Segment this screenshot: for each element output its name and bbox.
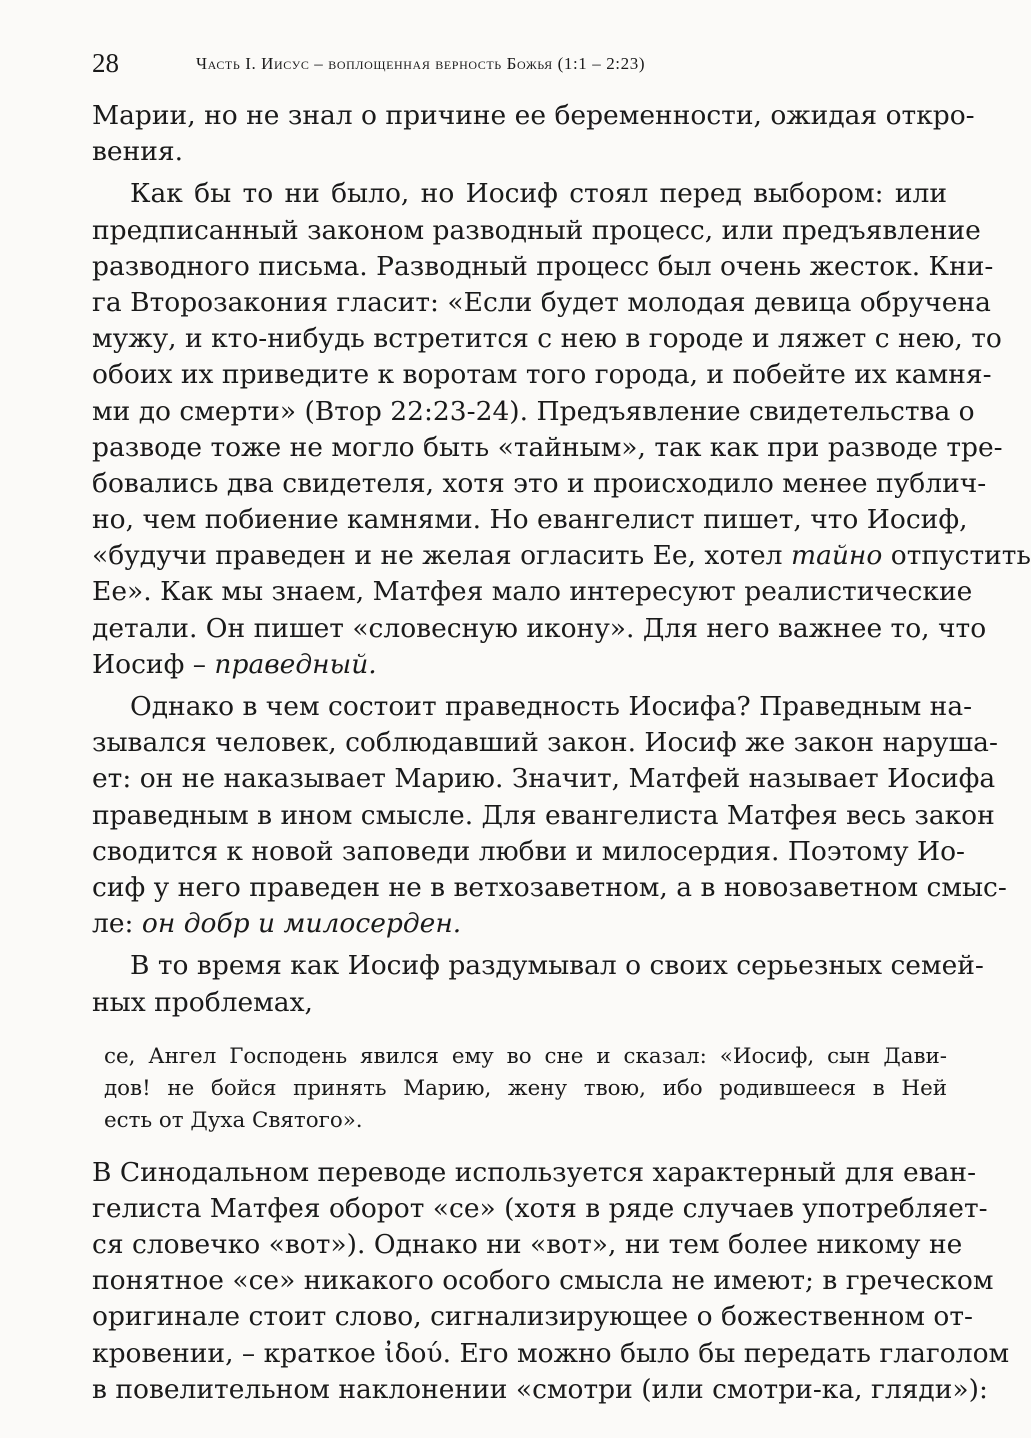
text-line: в повелительном наклонении «смотри (или смотри-ка, гляди»): (92, 1373, 988, 1405)
text-line: гелиста Матфея оборот «се» (хотя в ряде случаев употребляет- (92, 1192, 988, 1224)
text-line: детали. Он пишет «словесную икону». Для него важнее то, что (92, 612, 987, 644)
text-line: Как бы то ни было, но Иосиф стоял перед выбором: или (130, 178, 947, 210)
paragraph (92, 1155, 1010, 1408)
quote-line: есть от Духа Святого». (104, 1107, 363, 1133)
text-fragment: «будучи праведен и не желая огласить Ее, хотел (92, 540, 791, 572)
running-head: Часть I. Иисус – воплощенная верность Божья (1:1 – 2:23) (196, 54, 646, 73)
text-line: праведным в ином смысле. Для евангелиста Матфея весь закон (92, 799, 995, 831)
text-line: ся словечко «вот»). Однако ни «вот», ни тем более никому не (92, 1229, 963, 1261)
text-line: В Синодальном переводе используется характерный для еван- (92, 1156, 977, 1188)
text-fragment: ле: (92, 908, 142, 940)
text-line: кровении, – краткое ἰδού. Его можно было бы передать глаголом (92, 1337, 1010, 1369)
page-header (92, 48, 852, 82)
scripture-quote (104, 1041, 947, 1137)
text-line (92, 906, 947, 942)
text-line: Однако в чем состоит праведность Иосифа? Праведным на- (130, 691, 973, 722)
text-line: оригинале стоит слово, сигнализирующее о божественном от- (92, 1301, 973, 1333)
text-line (92, 538, 1031, 574)
text-line: Марии, но не знал о причине ее беременности, ожидая откро- (92, 100, 975, 131)
text-line: зывался человек, соблюдавший закон. Иосиф же закон наруша- (92, 727, 998, 759)
text-line: га Второзакония гласит: «Если будет молодая девица обручена (92, 286, 991, 318)
text-line: ных проблемах, (92, 986, 313, 1018)
text-line: вения. (92, 136, 184, 168)
paragraph (92, 98, 975, 170)
text-line: предписанный законом разводный процесс, или предъявление (92, 214, 981, 246)
quote-line: се, Ангел Господень явился ему во сне и сказал: «Иосиф, сын Дави- (104, 1043, 947, 1069)
text-line: Ее». Как мы знаем, Матфея мало интересуют реалистические (92, 576, 973, 608)
text-line: сводится к новой заповеди любви и милосердия. Поэтому Ио- (92, 835, 965, 867)
text-fragment: отпустить (882, 540, 1031, 572)
paragraph (92, 176, 1031, 683)
paragraph (92, 689, 1007, 942)
text-line: разводе тоже не могло быть «тайным», так как при разводе тре- (92, 431, 1003, 463)
text-line: ет: он не наказывает Марию. Значит, Матфей называет Иосифа (92, 763, 996, 795)
italic-emphasis: он добр и милосерден. (141, 908, 462, 940)
text-fragment: Иосиф – (92, 648, 215, 680)
paragraph (92, 948, 984, 1020)
text-line: мужу, и кто-нибудь встретится с нею в городе и ляжет с нею, то (92, 323, 1002, 355)
text-line: В то время как Иосиф раздумывал о своих серьезных семей- (130, 950, 984, 982)
page-number: 28 (92, 48, 119, 78)
quote-line: дов! не бойся принять Марию, жену твою, ибо родившееся в Ней (104, 1075, 947, 1101)
italic-emphasis: праведный. (214, 648, 377, 680)
text-line: понятное «се» никакого особого смысла не имеют; в греческом (92, 1265, 994, 1297)
text-line: бовались два свидетеля, хотя это и происходило менее публич- (92, 467, 987, 499)
text-line (92, 647, 947, 683)
text-line: разводного письма. Разводный процесс был очень жесток. Кни- (92, 250, 994, 282)
text-line: ми до смерти» (Втор 22:23-24). Предъявление свидетельства о (92, 395, 975, 427)
italic-emphasis: тайно (790, 540, 883, 572)
text-line: сиф у него праведен не в ветхозаветном, а в новозаветном смыс- (92, 871, 1007, 903)
body-text (92, 98, 1031, 1408)
text-line: но, чем побиение камнями. Но евангелист пишет, что Иосиф, (92, 504, 968, 536)
text-line: обоих их приведите к воротам того города, и побейте их камня- (92, 359, 992, 391)
